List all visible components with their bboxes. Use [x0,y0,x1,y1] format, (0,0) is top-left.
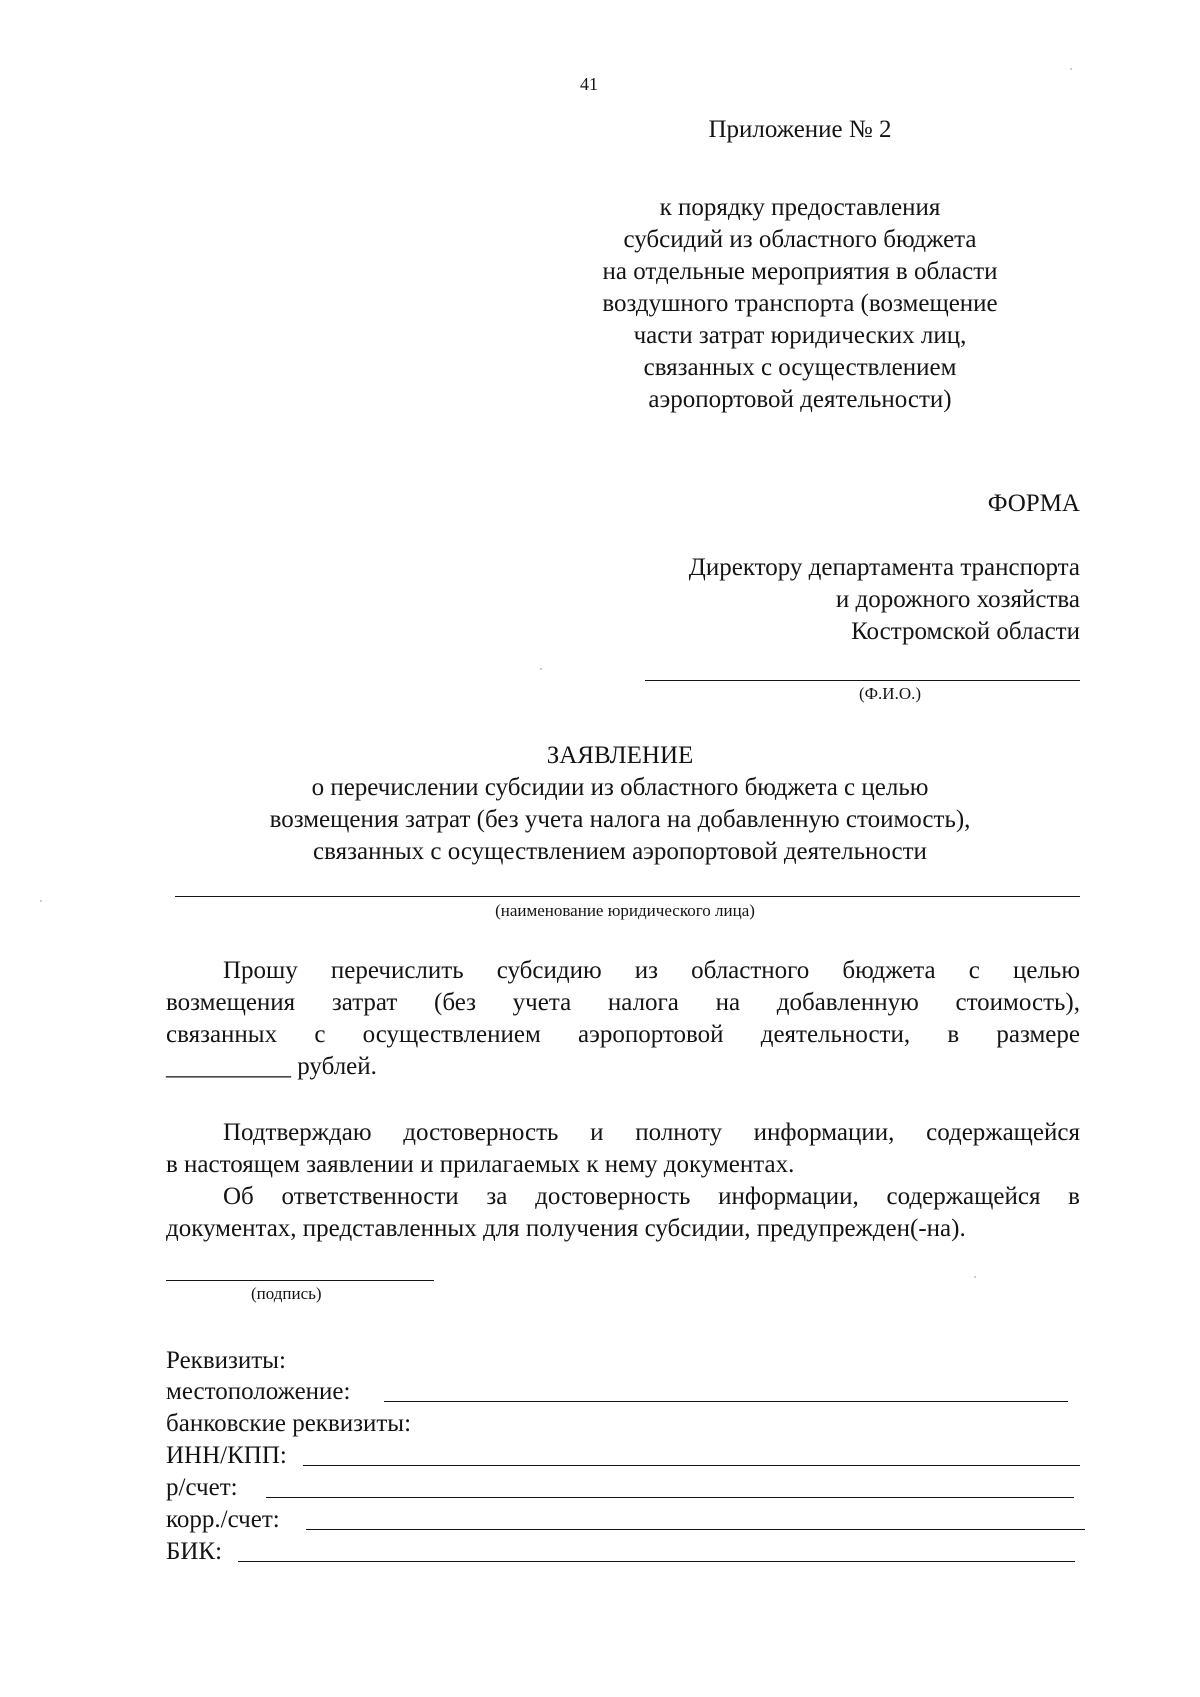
confirmation-line: в настоящем заявлении и прилагаемых к нему документах. [166,1151,795,1178]
statement-line: связанных с осуществлением аэропортовой деятельности [313,838,927,865]
appendix-line: аэропортовой деятельности) [648,386,952,413]
statement-line: возмещения затрат (без учета налога на добавленную стоимость), [269,806,971,833]
account-label: р/счет: [166,1474,238,1501]
bank-details-label: банковские реквизиты: [166,1410,412,1437]
request-line: связанных с осуществлением аэропортовой деятельности, в размере [166,1021,1080,1048]
scan-speck [1070,68,1072,70]
request-paragraph [166,955,1080,1083]
location-field-line [384,1401,1068,1402]
appendix-line: воздушного транспорта (возмещение [602,290,998,317]
appendix-title: Приложение № 2 [708,116,892,143]
form-label: ФОРМА [987,490,1080,517]
responsibility-line: документах, представленных для получения субсидии, предупрежден(-на). [166,1215,966,1242]
amount-line [166,1051,1080,1083]
corr-account-label: корр./счет: [166,1506,280,1533]
signature-line [166,1280,434,1281]
amount-unit: рублей. [297,1053,377,1080]
scan-speck [540,668,542,670]
fio-line [645,680,1080,681]
statement-line: о перечислении субсидии из областного бюджета с целью [311,774,929,801]
appendix-line: субсидий из областного бюджета [623,226,977,253]
scan-speck [974,1276,976,1278]
statement-title: ЗАЯВЛЕНИЕ [546,742,694,769]
signature-caption: (подпись) [251,1284,322,1303]
page-number: 41 [580,74,598,94]
fio-caption: (Ф.И.О.) [858,684,922,703]
inn-kpp-label: ИНН/КПП: [166,1442,287,1469]
appendix-line: на отдельные мероприятия в области [602,258,998,285]
requisites-heading: Реквизиты: [166,1347,286,1374]
confirmation-paragraph [166,1117,1080,1245]
request-line: Прошу перечислить субсидию из областного бюджета с целью [223,957,1080,984]
bik-label: БИК: [166,1538,223,1565]
appendix-line: к порядку предоставления [659,194,941,221]
corr-account-field-line [306,1529,1085,1530]
appendix-line: части затрат юридических лиц, [633,322,967,349]
account-field-line [266,1497,1074,1498]
location-label: местоположение: [166,1378,351,1405]
appendix-reference [560,192,1040,416]
confirmation-line: Подтверждаю достоверность и полноту информации, содержащейся [223,1119,1080,1146]
amount-blank: __________ [166,1053,291,1080]
entity-name-line [175,896,1080,897]
request-line: возмещения затрат (без учета налога на добавленную стоимость), [166,989,1080,1016]
bik-field-line [238,1561,1075,1562]
inn-kpp-field-line [303,1465,1080,1466]
addressee-line: Костромской области [851,618,1080,645]
entity-caption: (наименование юридического лица) [495,901,755,920]
responsibility-line: Об ответственности за достоверность информации, содержащейся в [223,1183,1080,1210]
addressee-line: и дорожного хозяйства [835,586,1080,613]
statement-subtitle [160,772,1080,868]
addressee-line: Директору департамента транспорта [688,554,1080,581]
appendix-line: связанных с осуществлением [643,354,957,381]
addressee-block [560,552,1080,648]
scan-speck [40,900,42,902]
